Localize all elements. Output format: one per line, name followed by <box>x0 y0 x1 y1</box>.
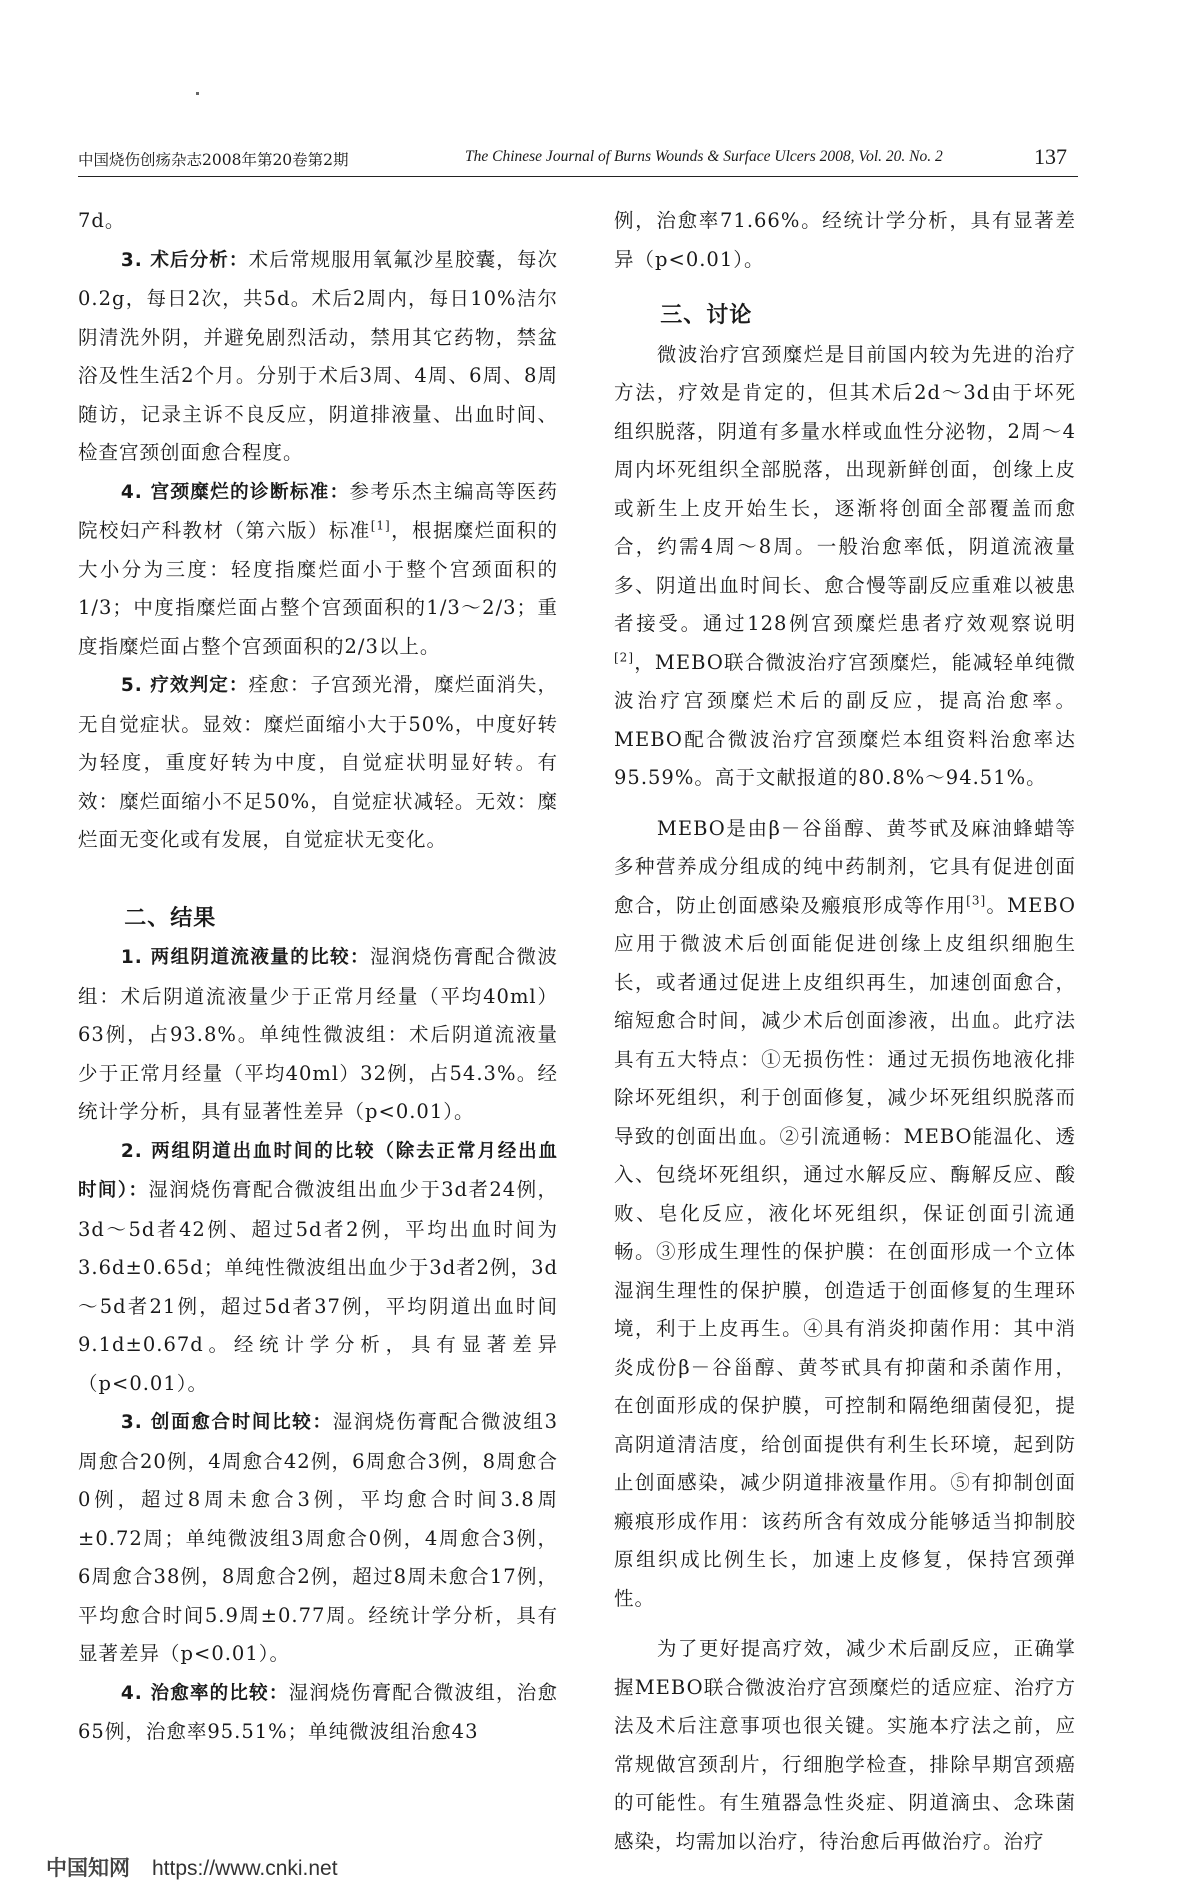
paragraph-heading: 3. 创面愈合时间比较： <box>120 1412 333 1433</box>
page-number: 137 <box>1034 144 1067 169</box>
continued-text: 7d。 <box>78 209 126 232</box>
cnki-footer <box>46 1852 338 1882</box>
cnki-url[interactable]: https://www.cnki.net <box>152 1857 338 1880</box>
section-title-discussion: 三、讨论 <box>660 303 753 328</box>
paragraph-postop-analysis: 3. 术后分析：术后常规服用氧氟沙星胶囊，每次0.2g，每日2次，共5d。术后2周内，每日10%洁尔阴清洗外阴，并避免剧烈活动，禁用其它药物，禁盆浴及性生活2个月。分别于术后3周、4周、6周、8周随访，记录主诉不良反应，阴道排液量、出血时间、检查宫颈创面愈合程度。 <box>78 247 558 464</box>
left-column <box>78 202 558 1752</box>
paragraph-result-1: 1. 两组阴道流液量的比较：湿润烧伤膏配合微波组：术后阴道流液量少于正常月经量（平均40ml）63例，占93.8%。单纯性微波组：术后阴道流液量少于正常月经量（平均40ml）32例，占54.3%。经统计学分析，具有显著性差异（p<0.01）。 <box>78 945 558 1123</box>
scan-speck <box>196 92 199 95</box>
paragraph-result-2: 2. 两组阴道出血时间的比较（除去正常月经出血时间）：湿润烧伤膏配合微波组出血少于3d者24例，3d～5d者42例、超过5d者2例，平均出血时间为3.6d±0.65d；单纯性微波组出血少于3d者2例，3d～5d者21例，超过5d者37例，平均阴道出血时间9.1d±0.67d。经统计学分析，具有显著差异（p<0.01）。 <box>78 1140 558 1395</box>
citation-ref: [3] <box>966 893 987 907</box>
paragraph-discussion-3: 为了更好提高疗效，减少术后副反应，正确掌握MEBO联合微波治疗宫颈糜烂的适应症、治疗方法及术后注意事项也很关键。实施本疗法之前，应常规做宫颈刮片，行细胞学检查，排除早期宫颈癌的可能性。有生殖器急性炎症、阴道滴虫、念珠菌感染，均需加以治疗，待治愈后再做治疗。治疗 <box>614 1637 1076 1853</box>
paragraph-heading: 5. 疗效判定： <box>120 675 249 696</box>
section-title-results: 二、结果 <box>124 905 217 931</box>
paragraph-heading: 4. 宫颈糜烂的诊断标准： <box>120 481 350 503</box>
paragraph-heading: 3. 术后分析： <box>120 249 249 271</box>
continued-text: 例，治愈率71.66%。经统计学分析，具有显著差异（p<0.01）。 <box>614 209 1076 271</box>
header-rule <box>78 176 1078 177</box>
citation-ref: [2] <box>614 650 634 664</box>
running-header <box>78 144 1078 174</box>
paragraph-discussion-2: MEBO是由β－谷甾醇、黄芩甙及麻油蜂蜡等多种营养成分组成的纯中药制剂，它具有促进创面愈合，防止创面感染及瘢痕形成等作用[3]。MEBO应用于微波术后创面能促进创缘上皮组织细胞生长，或者通过促进上皮组织再生，加速创面愈合，缩短愈合时间，减少术后创面渗液，出血。此疗法具有五大特点：①无损伤性：通过无损伤地液化排除坏死组织，利于创面修复，减少坏死组织脱落而导致的创面出血。②引流通畅：MEBO能温化、透入、包绕坏死组织，通过水解反应、酶解反应、酸败、皂化反应，液化坏死组织，保证创面引流通畅。③形成生理性的保护膜：在创面形成一个立体湿润生理性的保护膜，创造适于创面修复的生理环境，利于上皮再生。④具有消炎抑菌作用：其中消炎成份β－谷甾醇、黄芩甙具有抑菌和杀菌作用，在创面形成的保护膜，可控制和隔绝细菌侵犯，提高阴道清洁度，给创面提供有利生长环境，起到防止创面感染，减少阴道排液量作用。⑤有抑制创面瘢痕形成作用：该药所含有效成分能够适当抑制胶原组织成比例生长，加速上皮修复，保持宫颈弹性。 <box>614 816 1076 1610</box>
right-column <box>614 202 1076 1861</box>
paragraph-heading: 1. 两组阴道流液量的比较： <box>120 947 370 968</box>
citation-ref: [1] <box>370 518 391 533</box>
cnki-logo: 中国知网 <box>46 1856 130 1880</box>
paragraph-heading: 4. 治愈率的比较： <box>120 1682 289 1704</box>
paragraph-result-3: 3. 创面愈合时间比较：湿润烧伤膏配合微波组3周愈合20例，4周愈合42例，6周愈合3例，8周愈合0例，超过8周未愈合3例，平均愈合时间3.8周±0.72周；单纯微波组3周愈合0例，4周愈合3例，6周愈合38例，8周愈合2例，超过8周未愈合17例，平均愈合时间5.9周±0.77周。经统计学分析，具有显著差异（p<0.01）。 <box>78 1410 558 1665</box>
journal-title-cn: 中国烧伤创疡杂志2008年第20卷第2期 <box>78 151 349 169</box>
paragraph-heading: 2. 两组阴道出血时间的比较（除去正常月经出血时间）： <box>78 1140 558 1201</box>
paragraph-diagnostic-criteria: 4. 宫颈糜烂的诊断标准：参考乐杰主编高等医药院校妇产科教材（第六版）标准[1]，根据糜烂面积的大小分为三度：轻度指糜烂面小于整个宫颈面积的1/3；中度指糜烂面占整个宫颈面积的1/3～2/3；重度指糜烂面占整个宫颈面积的2/3以上。 <box>78 479 558 658</box>
paragraph-efficacy-criteria: 5. 疗效判定：痊愈：子宫颈光滑，糜烂面消失，无自觉症状。显效：糜烂面缩小大于50%，中度好转为轻度，重度好转为中度，自觉症状明显好转。有效：糜烂面缩小不足50%，自觉症状减轻。无效：糜烂面无变化或有发展，自觉症状无变化。 <box>78 673 558 851</box>
paragraph-discussion-1: 微波治疗宫颈糜烂是目前国内较为先进的治疗方法，疗效是肯定的，但其术后2d～3d由于坏死组织脱落，阴道有多量水样或血性分泌物，2周～4周内坏死组织全部脱落，出现新鲜创面，创缘上皮或新生上皮开始生长，逐渐将创面全部覆盖而愈合，约需4周～8周。一般治愈率低，阴道流液量多、阴道出血时间长、愈合慢等副反应重难以被患者接受。通过128例宫颈糜烂患者疗效观察说明[2]，MEBO联合微波治疗宫颈糜烂，能减轻单纯微波治疗宫颈糜烂术后的副反应，提高治愈率。MEBO配合微波治疗宫颈糜烂本组资料治愈率达95.59%。高于文献报道的80.8%～94.51%。 <box>614 342 1076 789</box>
journal-title-en: The Chinese Journal of Burns Wounds & Surface Ulcers 2008, Vol. 20. No. 2 <box>465 148 943 165</box>
paragraph-result-4: 4. 治愈率的比较：湿润烧伤膏配合微波组，治愈65例，治愈率95.51%；单纯微波组治愈43 <box>78 1680 558 1743</box>
